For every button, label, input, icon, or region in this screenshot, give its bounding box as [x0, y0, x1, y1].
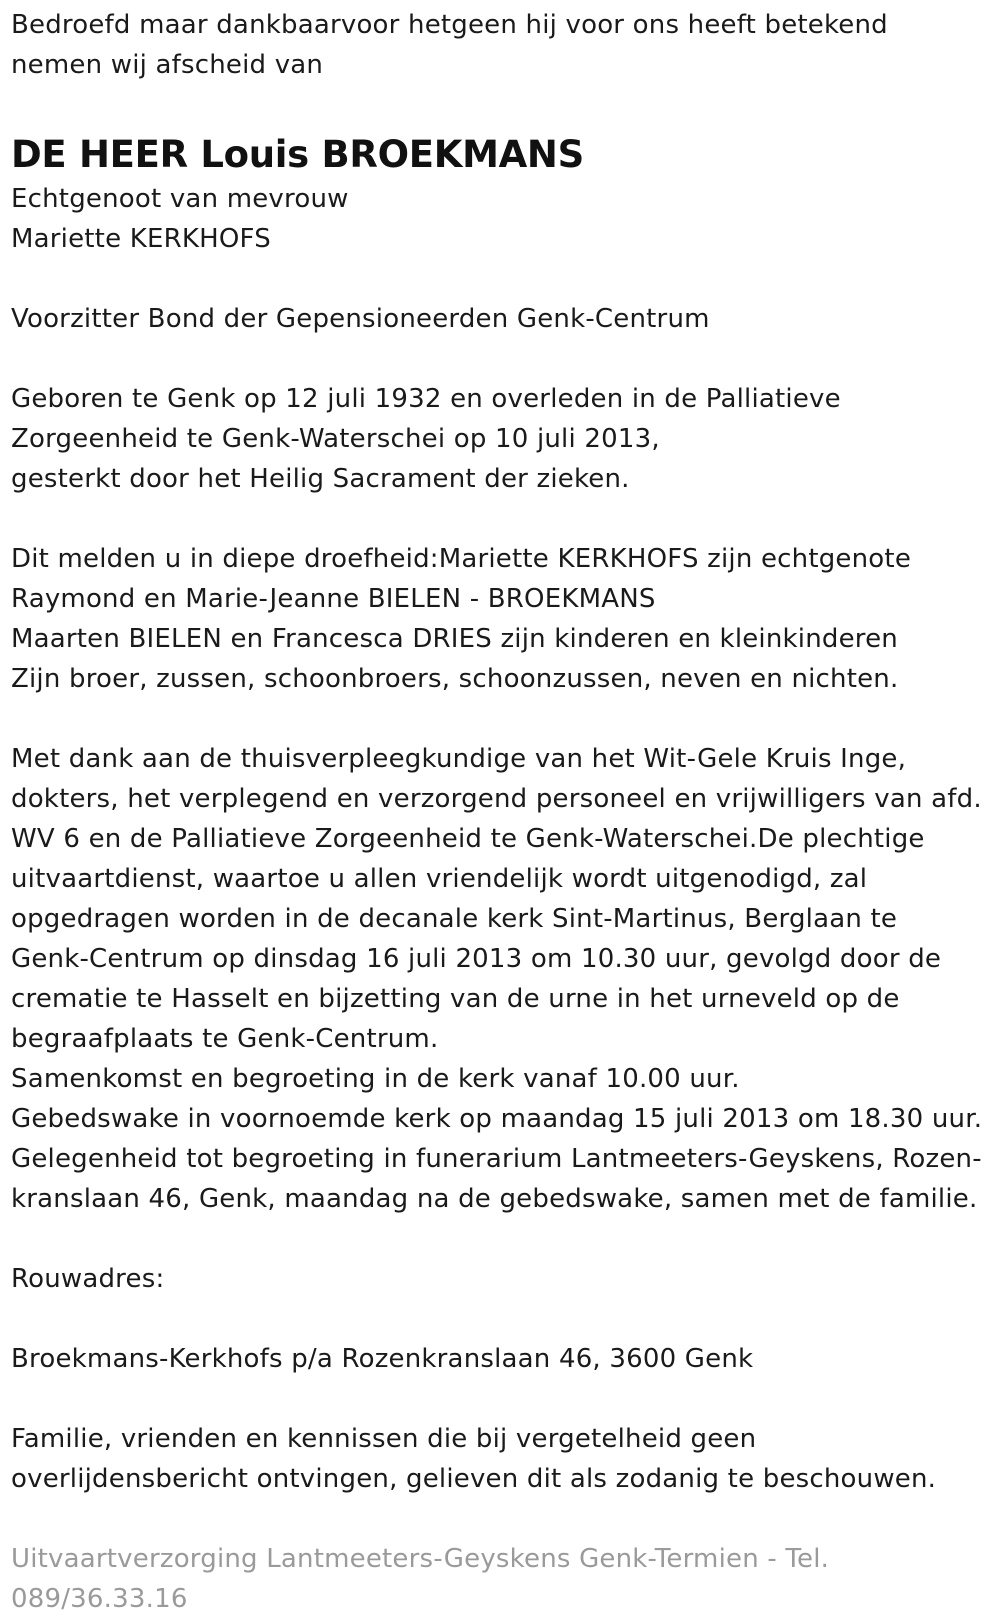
spacer — [11, 1379, 996, 1419]
family-line: Dit melden u in diepe droefheid:Mariette KERKHOFS zijn echtgenote — [11, 544, 912, 574]
service-line: Gebedswake in voornoemde kerk op maandag 15 juli 2013 om 18.30 uur. — [11, 1104, 983, 1134]
role-line: Voorzitter Bond der Gepensioneerden Genk-Centrum — [11, 304, 710, 334]
obituary-notice — [11, 0, 996, 1619]
address-label: Rouwadres: — [11, 1264, 165, 1294]
closing-line: Familie, vrienden en kennissen die bij vergetelheid geen — [11, 1424, 757, 1454]
footer-line: 089/36.33.16 — [11, 1584, 188, 1614]
spacer — [11, 1219, 996, 1259]
family-line: Maarten BIELEN en Francesca DRIES zijn kinderen en kleinkinderen — [11, 624, 898, 654]
service-line: uitvaartdienst, waartoe u allen vriendelijk wordt uitgenodigd, zal — [11, 864, 868, 894]
role-paragraph — [11, 299, 996, 339]
closing-paragraph — [11, 1419, 996, 1499]
spacer — [11, 699, 996, 739]
closing-line: overlijdensbericht ontvingen, gelieven dit als zodanig te beschouwen. — [11, 1464, 937, 1494]
service-line: crematie te Hasselt en bijzetting van de urne in het urneveld op de — [11, 984, 900, 1014]
intro-line: Bedroefd maar dankbaarvoor hetgeen hij voor ons heeft betekend — [11, 10, 888, 40]
deceased-name: DE HEER Louis BROEKMANS — [11, 133, 584, 176]
funeral-home-footer — [11, 1539, 996, 1619]
family-line: Raymond en Marie-Jeanne BIELEN - BROEKMANS — [11, 584, 656, 614]
spacer — [11, 1299, 996, 1339]
family-line: Zijn broer, zussen, schoonbroers, schoonzussen, neven en nichten. — [11, 664, 899, 694]
service-line: kranslaan 46, Genk, maandag na de gebedswake, samen met de familie. — [11, 1184, 978, 1214]
address-label-paragraph — [11, 1259, 996, 1299]
service-line: Genk-Centrum op dinsdag 16 juli 2013 om 10.30 uur, gevolgd door de — [11, 944, 942, 974]
spouse-line: Echtgenoot van mevrouw — [11, 184, 349, 214]
spouse-line: Mariette KERKHOFS — [11, 224, 271, 254]
service-line: begraafplaats te Genk-Centrum. — [11, 1024, 439, 1054]
address-paragraph — [11, 1339, 996, 1379]
service-line: Met dank aan de thuisverpleegkundige van het Wit-Gele Kruis Inge, — [11, 744, 907, 774]
service-line: WV 6 en de Palliatieve Zorgeenheid te Genk-Waterschei.De plechtige — [11, 824, 925, 854]
spacer — [11, 339, 996, 379]
service-line: Gelegenheid tot begroeting in funerarium Lantmeeters-Geyskens, Rozen- — [11, 1144, 982, 1174]
birth-death-line: Zorgeenheid te Genk-Waterschei op 10 juli 2013, — [11, 424, 660, 454]
spacer — [11, 259, 996, 299]
spacer — [11, 1499, 996, 1539]
service-line: opgedragen worden in de decanale kerk Sint-Martinus, Berglaan te — [11, 904, 898, 934]
footer-line: Uitvaartverzorging Lantmeeters-Geyskens Genk-Termien - Tel. — [11, 1544, 830, 1574]
spacer — [11, 499, 996, 539]
service-paragraph — [11, 739, 996, 1219]
address-line: Broekmans-Kerkhofs p/a Rozenkranslaan 46, 3600 Genk — [11, 1344, 754, 1374]
birth-death-line: gesterkt door het Heilig Sacrament der zieken. — [11, 464, 630, 494]
spouse-paragraph — [11, 179, 996, 259]
birth-death-line: Geboren te Genk op 12 juli 1932 en overleden in de Palliatieve — [11, 384, 841, 414]
birth-death-paragraph — [11, 379, 996, 499]
intro-line: nemen wij afscheid van — [11, 50, 324, 80]
family-paragraph — [11, 539, 996, 699]
service-line: dokters, het verplegend en verzorgend personeel en vrijwilligers van afd. — [11, 784, 982, 814]
intro-paragraph — [11, 0, 996, 85]
service-line: Samenkomst en begroeting in de kerk vanaf 10.00 uur. — [11, 1064, 740, 1094]
